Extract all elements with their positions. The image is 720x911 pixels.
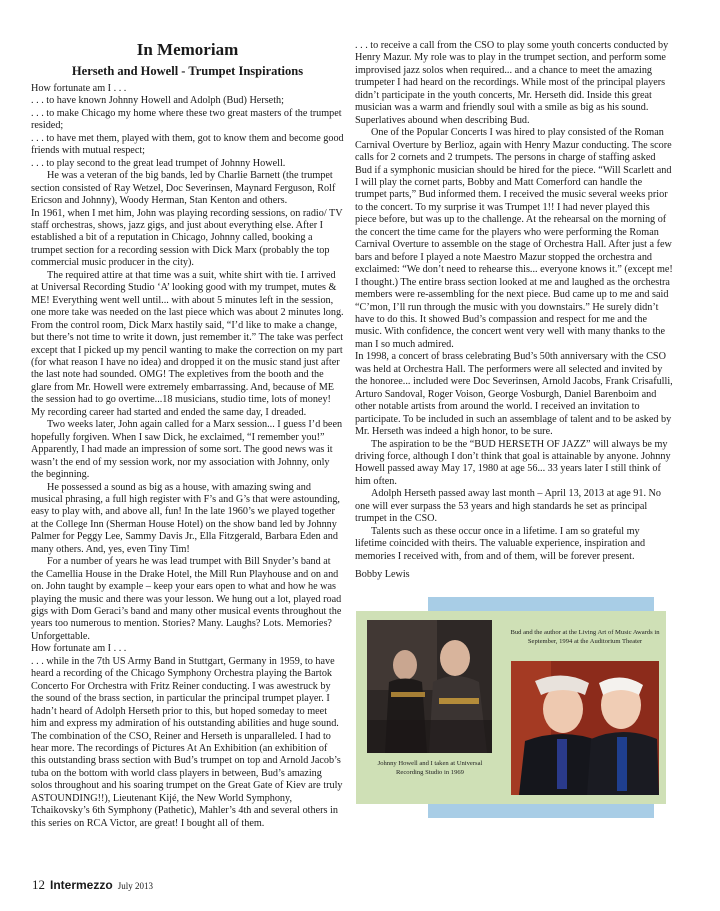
right-paragraphs xyxy=(355,40,673,563)
right-paragraph: Adolph Herseth passed away last month – April 13, 2013 at age 91. No one will ever surpass the 53 years and high standards he set as principal trumpet in the CSO. xyxy=(355,488,662,525)
left-paragraph: The required attire at that time was a suit, white shirt with tie. I arrived at Universal Recording Studio ‘A’ looking good with my trumpet, mutes & ME! Everything went well until... with about 5 minutes left in the session, one more take was needed on the last piece which was about 2 minutes long. From the control room, Dick Marx hastily said, “I’d like to make a change, but there’s not time to write it down, just remember it.” The take was perfect except that I picked up my pencil wanting to make the correction on my part (for what reason I have no idea) and dropped it on the music stand just after the last note had sounded. OMG! The expletives from the booth and the glare from Mr. Howell were extremely embarrassing. And, because of ME the session had to go overtime...18 musicians, studio time, lots of money! My recording career had started and ended the same day, I dreaded. xyxy=(31,269,344,418)
left-paragraph: For a number of years he was lead trumpet with Bill Snyder’s band at the Camellia House in the Drake Hotel, the Mill Run Playhouse and on and on. John taught by example – keep your ears open to what and how he was playing the music and there was your lesson. We hung out a lot, played road gigs with Dom Geraci’s band and many other musical events throughout the years too numerous to mention. Stories? Many. Laughs? Lots. Memories? Unforgettable. xyxy=(31,556,342,642)
left-paragraph: . . . while in the 7th US Army Band in Stuttgart, Germany in 1959, to have heard a recording of the Chicago Symphony Orchestra playing the Bartok Concerto For Orchestra with Fritz Reiner conducting. I was awestruck by the sound of the brass section, in particular the principal trumpet player. I hadn’t heard of Adolph Herseth prior to this, but hoped someday to meet him and express my admiration of his outstanding abilities and huge sound. The combination of the CSO, Reiner and Herseth is unparalleled. I had to hear more. The recordings of Pictures At An Exhibition (an exhibition of this outstanding brass section with Bud’s trumpet on top and Arnold Jacob’s tuba on the bottom with world class players in between, Bud’s amazing solos throughout and his soaring trumpet on the Great Gate of Kiev are truly ASTOUNDING!!), Lieutenant Kijé, the New World Symphony, Tchaikovsky’s 6th Symphony (Pathetic), Mahler’s 4th and several others in this series on RCA Victor, are great! I bought all of them. xyxy=(31,655,343,829)
photo-caption-left: Johnny Howell and I taken at Universal Recording Studio in 1969 xyxy=(377,760,483,776)
left-paragraph: How fortunate am I . . . xyxy=(31,643,127,655)
left-paragraph: . . . to play second to the great lead trumpet of Johnny Howell. xyxy=(31,157,286,169)
left-paragraph: . . . to make Chicago my home where these two great masters of the trumpet resided; xyxy=(31,107,342,132)
issue-date: July 2013 xyxy=(117,881,153,891)
photo-bud-and-author-awards xyxy=(511,661,659,795)
left-paragraph: Two weeks later, John again called for a Marx session... I guess I’d been hopefully forgiven. When I saw Dick, he exclaimed, “I remember you!” Apparently, I had made an impression of some sort. The good news was it wasn’t the end of my session work, nor my association with Johnny, only the beginning. xyxy=(31,419,343,481)
article-subtitle: Herseth and Howell - Trumpet Inspirations xyxy=(71,64,304,78)
magazine-name: Intermezzo xyxy=(50,878,113,892)
left-paragraph: How fortunate am I . . . xyxy=(31,83,127,94)
article-title: In Memoriam xyxy=(136,40,239,59)
left-paragraph: In 1961, when I met him, John was playing recording sessions, on radio/ TV staff orchestras, shows, jazz gigs, and just about everything else. After I established a bit of a reputation in Chicago, Johnny called, booking a trumpet section for a recording session with Dick Marx (probably the top commercial music producer in the city). xyxy=(31,207,343,269)
left-paragraph: . . . to have met them, played with them, got to know them and become good friends with mutual respect; xyxy=(31,132,344,157)
right-paragraph: The aspiration to be the “BUD HERSETH OF JAZZ” will always be my driving force, although I don’t think that goal is attainable by anyone. Johnny Howell passed away May 17, 1980 at age 56... 33 years later I still think of him often. xyxy=(355,438,671,487)
page-footer xyxy=(32,877,153,893)
left-paragraphs xyxy=(31,83,344,830)
right-paragraph: One of the Popular Concerts I was hired to play consisted of the Roman Carnival Overture by Berlioz, again with Henry Mazur conducting. The score calls for 2 cornets and 2 trumpets. The persons in charge of staffing asked Bud if a symphonic musician should be hired for the piece. “Will Scarlett and I will play the cornet parts, Bobby and Matt Comerford can handle the trumpet parts,” Bud informed them. I received the music several weeks prior to the concert. To my surprise it was Trumpet 1!! I had never played this piece before, but was up to the challenge. At the rehearsal on the morning of the concert the time came for the players who were performing the Roman Carnival Overture to assemble on the stage of Orchestra Hall. After just a few bars and before I played a note Maestro Mazur stopped the orchestra and exclaimed: “We don’t need to rehearse this... everyone knows it.” (except me! I thought.) The entire brass section looked at me and laughed as the orchestra members were re-assembling for the next piece. Bud came up to me and said “C’mon, I’ll run through the music with you downstairs.” He surely didn’t have to do this. It showed Bud’s compassion and respect for me and the music. With confidence, the concert went very well with many thanks to the man I so much admired. xyxy=(355,127,673,350)
left-paragraph: . . . to have known Johnny Howell and Adolph (Bud) Herseth; xyxy=(31,95,284,107)
article-right-column xyxy=(355,40,673,581)
article-left-column xyxy=(31,40,344,830)
right-paragraph: In 1998, a concert of brass celebrating Bud’s 50th anniversary with the CSO was held at Orchestra Hall. The performers were all selected and invited by the honoree... included were Doc Severinsen, Arnold Jacobs, Frank Crisafulli, Arturo Sandoval, Roger Voison, George Vosburgh, Daniel Barenboim and other notable artists from around the world. I received an invitation to participate. To be included in such an assemblage of talent and to be asked by Mr. Herseth was indeed a high honor, to be sure. xyxy=(355,351,673,438)
photo-top-bar xyxy=(428,597,654,611)
author-signature: Bobby Lewis xyxy=(355,569,410,581)
right-paragraph: . . . to receive a call from the CSO to play some youth concerts conducted by Henry Mazur. My role was to play in the trumpet section, and perform some improvised jazz solos when required... and a chance to meet the amazing trumpeter I had heard on the recordings. While most of the principal players didn’t participate in the youth concerts, Mr. Herseth did. Inside this great musician was a warm and friendly soul with a smile as big as his sound. Superlatives abound when describing Bud. xyxy=(355,40,669,126)
photo-caption-right: Bud and the author at the Living Art of Music Awards in September, 1994 at the Auditorium Theater xyxy=(510,629,660,645)
photo-howell-recording-studio xyxy=(367,620,492,753)
right-paragraph: Talents such as these occur once in a lifetime. I am so grateful my lifetime coincided with theirs. The valuable experience, inspiration and memories I received with, from and of them, will be forever present. xyxy=(355,525,646,562)
page-number: 12 xyxy=(32,877,45,892)
photo-bottom-bar xyxy=(428,804,654,818)
left-paragraph: He possessed a sound as big as a house, with amazing swing and musical phrasing, a full high register with F’s and G’s that were astounding, easy to play with, and above all, fun! In the late 1960’s we played together at the College Inn (Sherman House Hotel) on the show band led by Johnny Palmer for Peggy Lee, Sammy Davis Jr., Ella Fitzgerald, Barbara Eden and many others. And, yes, even Tiny Tim! xyxy=(31,481,340,555)
left-paragraph: He was a veteran of the big bands, led by Charlie Barnett (the trumpet section consisted of Ray Wetzel, Doc Severinsen, Maynard Ferguson, Rolf Ericson and Johnny), Woody Herman, Stan Kenton and others. xyxy=(31,170,336,207)
